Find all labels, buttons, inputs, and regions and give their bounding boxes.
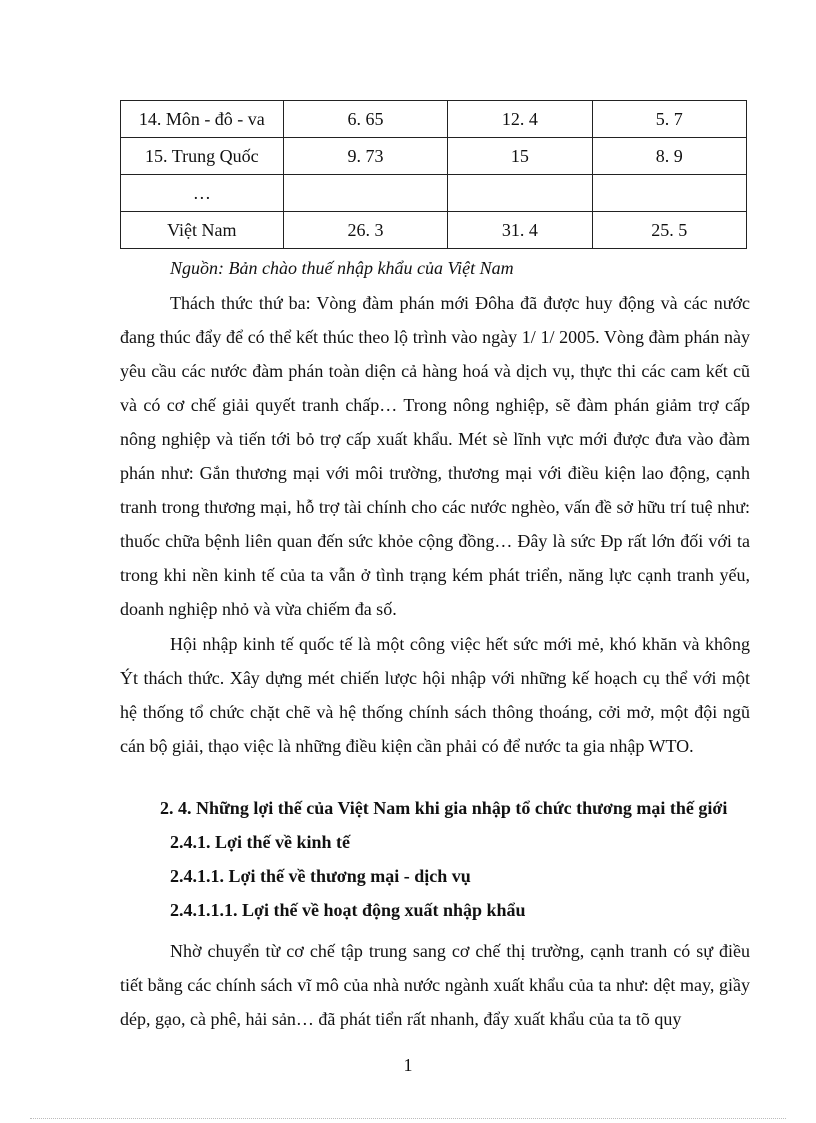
table-cell: 31. 4	[448, 212, 592, 249]
paragraph-challenge-three	[120, 286, 750, 626]
table-cell: 15. Trung Quốc	[121, 138, 284, 175]
table-cell: Việt Nam	[121, 212, 284, 249]
paragraph-export	[120, 934, 750, 1036]
table-cell: 6. 65	[283, 101, 448, 138]
table-cell	[448, 175, 592, 212]
table-cell	[592, 175, 746, 212]
table-cell: 9. 73	[283, 138, 448, 175]
section-heading-2-4-1: 2.4.1. Lợi thế về kinh tế	[170, 832, 350, 852]
page-bottom-divider	[30, 1118, 786, 1119]
table-cell	[283, 175, 448, 212]
table-row	[121, 212, 747, 249]
paragraph-text: Nhờ chuyển từ cơ chế tập trung sang cơ chế thị trường, cạnh tranh có sự điều tiết bằng các chính sách vĩ mô của nhà nước ngành xuất khẩu của ta như: dệt may, giầy dép, gạo, cà phê, hải sản… đã phát tiển rất nhanh, đẩy xuất khẩu của ta tõ quy	[120, 941, 750, 1029]
table-row	[121, 175, 747, 212]
paragraph-integration	[120, 627, 750, 763]
paragraph-text: Thách thức thứ ba: Vòng đàm phán mới Đôha đã được huy động và các nước đang thúc đẩy để có thể kết thúc theo lộ trình vào ngày 1/ 1/ 2005. Vòng đàm phán này yêu cầu các nước đàm phán toàn diện cả hàng hoá và dịch vụ, thực thi các cam kết cũ và có cơ chế giải quyết tranh chấp… Trong nông nghiệp, sẽ đàm phán giảm trợ cấp nông nghiệp và tiến tới bỏ trợ cấp xuất khẩu. Mét sè lĩnh vực mới được đưa vào đàm phán như: Gắn thương mại với môi trường, thương mại với điều kiện lao động, cạnh tranh trong thương mại, hỗ trợ tài chính cho các nước nghèo, vấn đề sở hữu trí tuệ như: thuốc chữa bệnh liên quan đến sức khỏe cộng đồng… Đây là sức Ðp rất lớn đối với ta trong khi nền kinh tế của ta vẫn ở tình trạng kém phát triển, năng lực cạnh tranh yếu, doanh nghiệp nhỏ và vừa chiếm đa số.	[120, 293, 750, 619]
table-cell: 15	[448, 138, 592, 175]
table-cell: 14. Môn - đô - va	[121, 101, 284, 138]
table-row	[121, 101, 747, 138]
table-row	[121, 138, 747, 175]
section-heading-2-4-1-1-1: 2.4.1.1.1. Lợi thế về hoạt động xuất nhập khẩu	[170, 900, 526, 920]
table-cell: 5. 7	[592, 101, 746, 138]
tariff-table	[120, 100, 747, 249]
table-cell: 26. 3	[283, 212, 448, 249]
table-cell: 12. 4	[448, 101, 592, 138]
section-heading-2-4: 2. 4. Những lợi thế của Việt Nam khi gia nhập tổ chức thương mại thế giới	[160, 798, 728, 818]
table-cell: 25. 5	[592, 212, 746, 249]
section-heading-2-4-1-1: 2.4.1.1. Lợi thế về thương mại - dịch vụ	[170, 866, 471, 886]
table-cell: …	[121, 175, 284, 212]
page-number: 1	[403, 1055, 413, 1075]
paragraph-text: Hội nhập kinh tế quốc tế là một công việc hết sức mới mẻ, khó khăn và không Ýt thách thức. Xây dựng mét chiến lược hội nhập với những kế hoạch cụ thể với một hệ thống tổ chức chặt chẽ và hệ thống chính sách thông thoáng, cởi mở, một đội ngũ cán bộ giải, thạo việc là những điều kiện cần phải có để nước ta gia nhập WTO.	[120, 634, 750, 756]
source-note: Nguồn: Bản chào thuế nhập khẩu của Việt Nam	[170, 258, 514, 278]
table-cell: 8. 9	[592, 138, 746, 175]
